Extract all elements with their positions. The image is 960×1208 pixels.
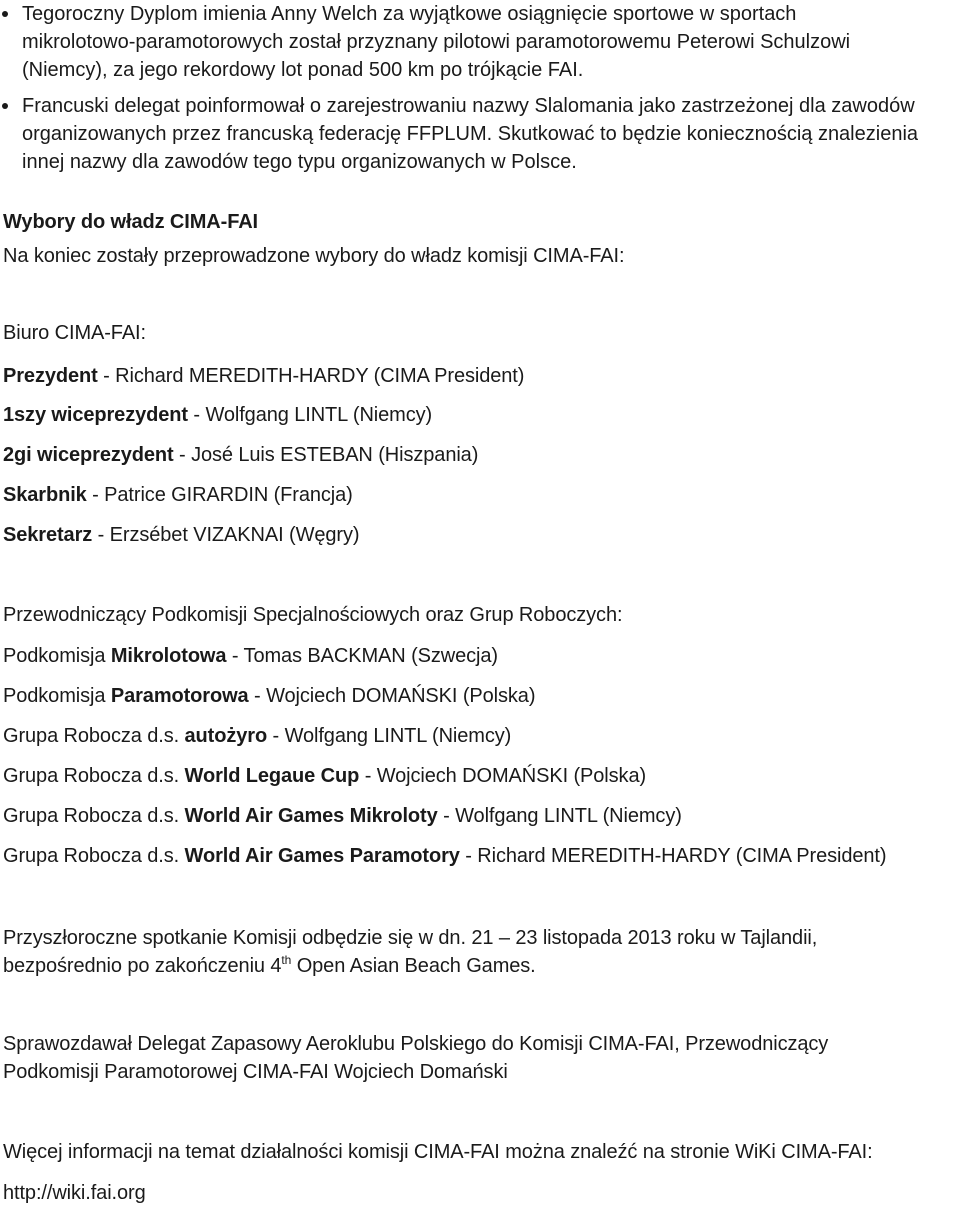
bureau-role: 2gi wiceprezydent (3, 444, 174, 466)
committee-prefix: Grupa Robocza d.s. (3, 765, 185, 787)
committee-person: Tomas BACKMAN (Szwecja) (243, 645, 498, 667)
committee-person: Wolfgang LINTL (Niemcy) (284, 725, 512, 747)
committee-sep: - (226, 645, 244, 667)
committee-name: World Legaue Cup (184, 765, 360, 787)
bureau-person: Patrice GIRARDIN (Francja) (104, 484, 353, 506)
committee-row (3, 841, 886, 871)
bureau-role: Sekretarz (3, 524, 93, 546)
committee-row (3, 681, 535, 711)
bullet-dot (2, 103, 8, 109)
committee-prefix: Grupa Robocza d.s. (3, 725, 185, 747)
committee-prefix: Podkomisja (3, 645, 111, 667)
bullet-line: mikrolotowo-paramotorowych został przyznany pilotowi paramotorowemu Peterowi Schulzowi (22, 31, 851, 53)
bureau-person: Richard MEREDITH-HARDY (CIMA President) (115, 365, 525, 387)
bureau-person: Wolfgang LINTL (Niemcy) (205, 404, 433, 426)
committee-sep: - (437, 805, 456, 827)
committee-row (3, 801, 682, 831)
committees-label: Przewodniczący Podkomisji Specjalnościowych oraz Grup Roboczych: (3, 604, 623, 626)
committee-prefix: Grupa Robocza d.s. (3, 805, 185, 827)
bureau-person: Erzsébet VIZAKNAI (Węgry) (109, 524, 360, 546)
bullet-text (22, 0, 958, 84)
committee-person: Wojciech DOMAŃSKI (Polska) (376, 765, 647, 787)
bureau-sep: - (173, 444, 192, 466)
bureau-role: Skarbnik (3, 484, 87, 506)
bureau-row (3, 480, 353, 510)
section-heading: Wybory do władz CIMA-FAI (3, 211, 259, 233)
bullet-line: Tegoroczny Dyplom imienia Anny Welch za wyjątkowe osiągnięcie sportowe w sportach (22, 3, 797, 25)
bullet-line: innej nazwy dla zawodów tego typu organizowanych w Polsce. (22, 151, 577, 173)
bureau-role: 1szy wiceprezydent (3, 404, 188, 426)
bureau-role: Prezydent (3, 365, 98, 387)
elections-intro: Na koniec zostały przeprowadzone wybory do władz komisji CIMA-FAI: (3, 245, 625, 267)
committee-name: autożyro (184, 725, 268, 747)
bureau-label: Biuro CIMA-FAI: (3, 322, 146, 344)
next-meeting-line: Przyszłoroczne spotkanie Komisji odbędzie się w dn. 21 – 23 listopada 2013 roku w Tajlandii, (3, 927, 818, 949)
next-meeting-text: Open Asian Beach Games. (291, 955, 536, 977)
bullet-text (22, 92, 958, 176)
next-meeting-line (3, 951, 536, 981)
committee-name: World Air Games Mikroloty (184, 805, 438, 827)
next-meeting-text: bezpośrednio po zakończeniu 4 (3, 955, 282, 977)
committee-name: Mikrolotowa (110, 645, 227, 667)
more-info-text: Więcej informacji na temat działalności komisji CIMA-FAI można znaleźć na stronie WiKi CIMA-FAI: (3, 1141, 873, 1163)
bureau-row (3, 361, 524, 391)
committee-person: Richard MEREDITH-HARDY (CIMA President) (477, 845, 887, 867)
reporter-line: Podkomisji Paramotorowej CIMA-FAI Wojciech Domański (3, 1061, 508, 1083)
committee-sep: - (459, 845, 478, 867)
bullet-line: organizowanych przez francuską federację FFPLUM. Skutkować to będzie koniecznością znalezienia (22, 123, 919, 145)
committee-person: Wojciech DOMAŃSKI (Polska) (266, 685, 536, 707)
bureau-person: José Luis ESTEBAN (Hiszpania) (191, 444, 479, 466)
committee-prefix: Grupa Robocza d.s. (3, 845, 185, 867)
bureau-sep: - (187, 404, 206, 426)
committee-sep: - (248, 685, 267, 707)
bullet-dot (2, 11, 8, 17)
bullet-line: Francuski delegat poinformował o zarejestrowaniu nazwy Slalomania jako zastrzeżonej dla zawodów (22, 95, 915, 117)
committee-sep: - (267, 725, 285, 747)
wiki-link[interactable]: http://wiki.fai.org (3, 1182, 146, 1204)
bureau-sep: - (97, 365, 116, 387)
bureau-sep: - (86, 484, 105, 506)
bureau-sep: - (92, 524, 110, 546)
bureau-row (3, 520, 359, 550)
reporter-line: Sprawozdawał Delegat Zapasowy Aeroklubu Polskiego do Komisji CIMA-FAI, Przewodniczący (3, 1033, 829, 1055)
committee-name: World Air Games Paramotory (184, 845, 460, 867)
committee-row (3, 641, 498, 671)
committee-row (3, 761, 646, 791)
committee-person: Wolfgang LINTL (Niemcy) (455, 805, 682, 827)
bureau-row (3, 400, 432, 430)
committee-prefix: Podkomisja (3, 685, 111, 707)
ordinal-suffix: th (281, 953, 292, 967)
committee-sep: - (359, 765, 377, 787)
committee-name: Paramotorowa (110, 685, 249, 707)
committee-row (3, 721, 511, 751)
bureau-row (3, 440, 478, 470)
bullet-line: (Niemcy), za jego rekordowy lot ponad 500 km po trójkącie FAI. (22, 59, 584, 81)
